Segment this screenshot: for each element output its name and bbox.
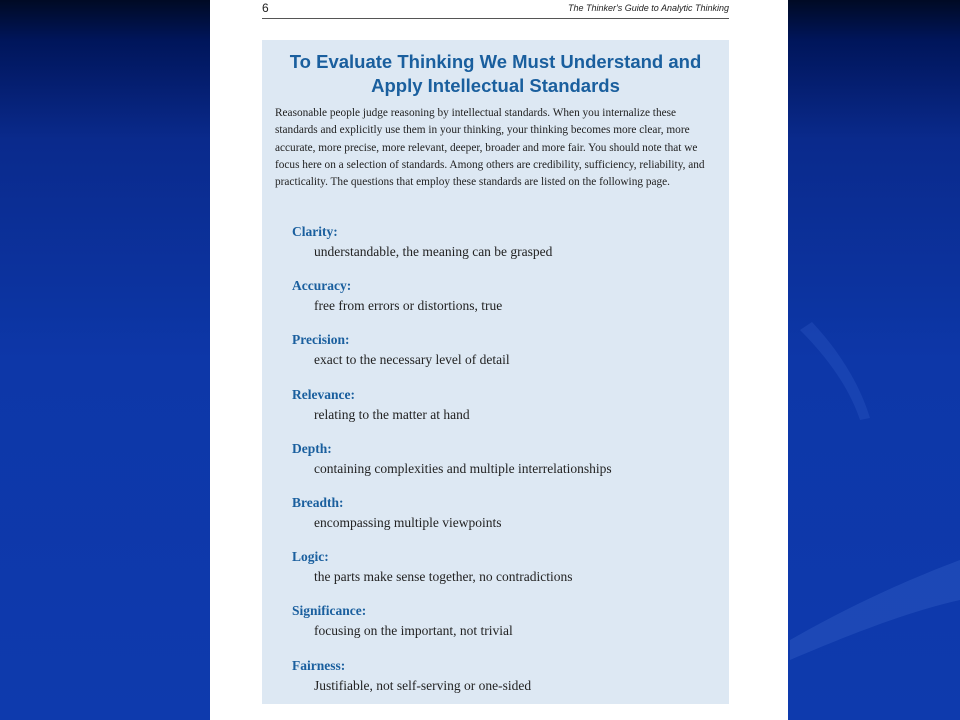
standard-name: Breadth: [292, 494, 344, 510]
standard-fairness [292, 656, 712, 710]
standard-definition: focusing on the important, not trivial [314, 623, 513, 639]
standard-name: Accuracy: [292, 278, 352, 294]
standard-definition: understandable, the meaning can be grasped [314, 244, 553, 259]
intro-paragraph: Reasonable people judge reasoning by intellectual standards. When you internalize these standards and explicitly use them in your thinking, your thinking becomes more clear, more accurate, more precise, more relevant, deeper, broader and more fair. You should note that we focus here on a selection of standards. Among others are credibility, sufficiency, reliability, and practicality. The questions that employ these standards are listed on the following page. [275, 107, 705, 189]
standard-definition: encompassing multiple viewpoints [314, 514, 502, 530]
standard-name: Depth: [292, 440, 332, 456]
standard-definition: relating to the matter at hand [314, 406, 470, 422]
standard-definition: the parts make sense together, no contradictions [314, 569, 573, 585]
standards-list [292, 222, 712, 710]
standard-name: Significance: [292, 603, 367, 619]
standard-name: Logic: [292, 549, 329, 565]
standard-relevance [292, 385, 712, 439]
standard-name: Clarity: [292, 224, 338, 239]
standard-breadth [292, 493, 712, 547]
box-title [262, 50, 729, 98]
document-page [210, 0, 788, 720]
standard-definition: free from errors or distortions, true [314, 298, 503, 314]
standard-name: Fairness: [292, 657, 346, 673]
standard-accuracy [292, 276, 712, 330]
standard-significance [292, 601, 712, 655]
standard-definition: containing complexities and multiple interrelationships [314, 460, 612, 476]
standard-definition: Justifiable, not self-serving or one-sided [314, 677, 532, 693]
page-number: 6 [262, 1, 269, 15]
standards-box [262, 40, 729, 704]
standard-name: Relevance: [292, 386, 355, 402]
standard-precision [292, 330, 712, 384]
standard-name: Precision: [292, 332, 350, 348]
standard-clarity [292, 222, 712, 276]
page-header [262, 0, 729, 19]
box-title-line-2: Apply Intellectual Standards [371, 75, 620, 96]
standard-logic [292, 547, 712, 601]
box-title-line-1: To Evaluate Thinking We Must Understand and [289, 51, 702, 72]
standard-depth [292, 439, 712, 493]
running-title: The Thinker's Guide to Analytic Thinking [568, 3, 729, 13]
standard-definition: exact to the necessary level of detail [314, 352, 510, 368]
